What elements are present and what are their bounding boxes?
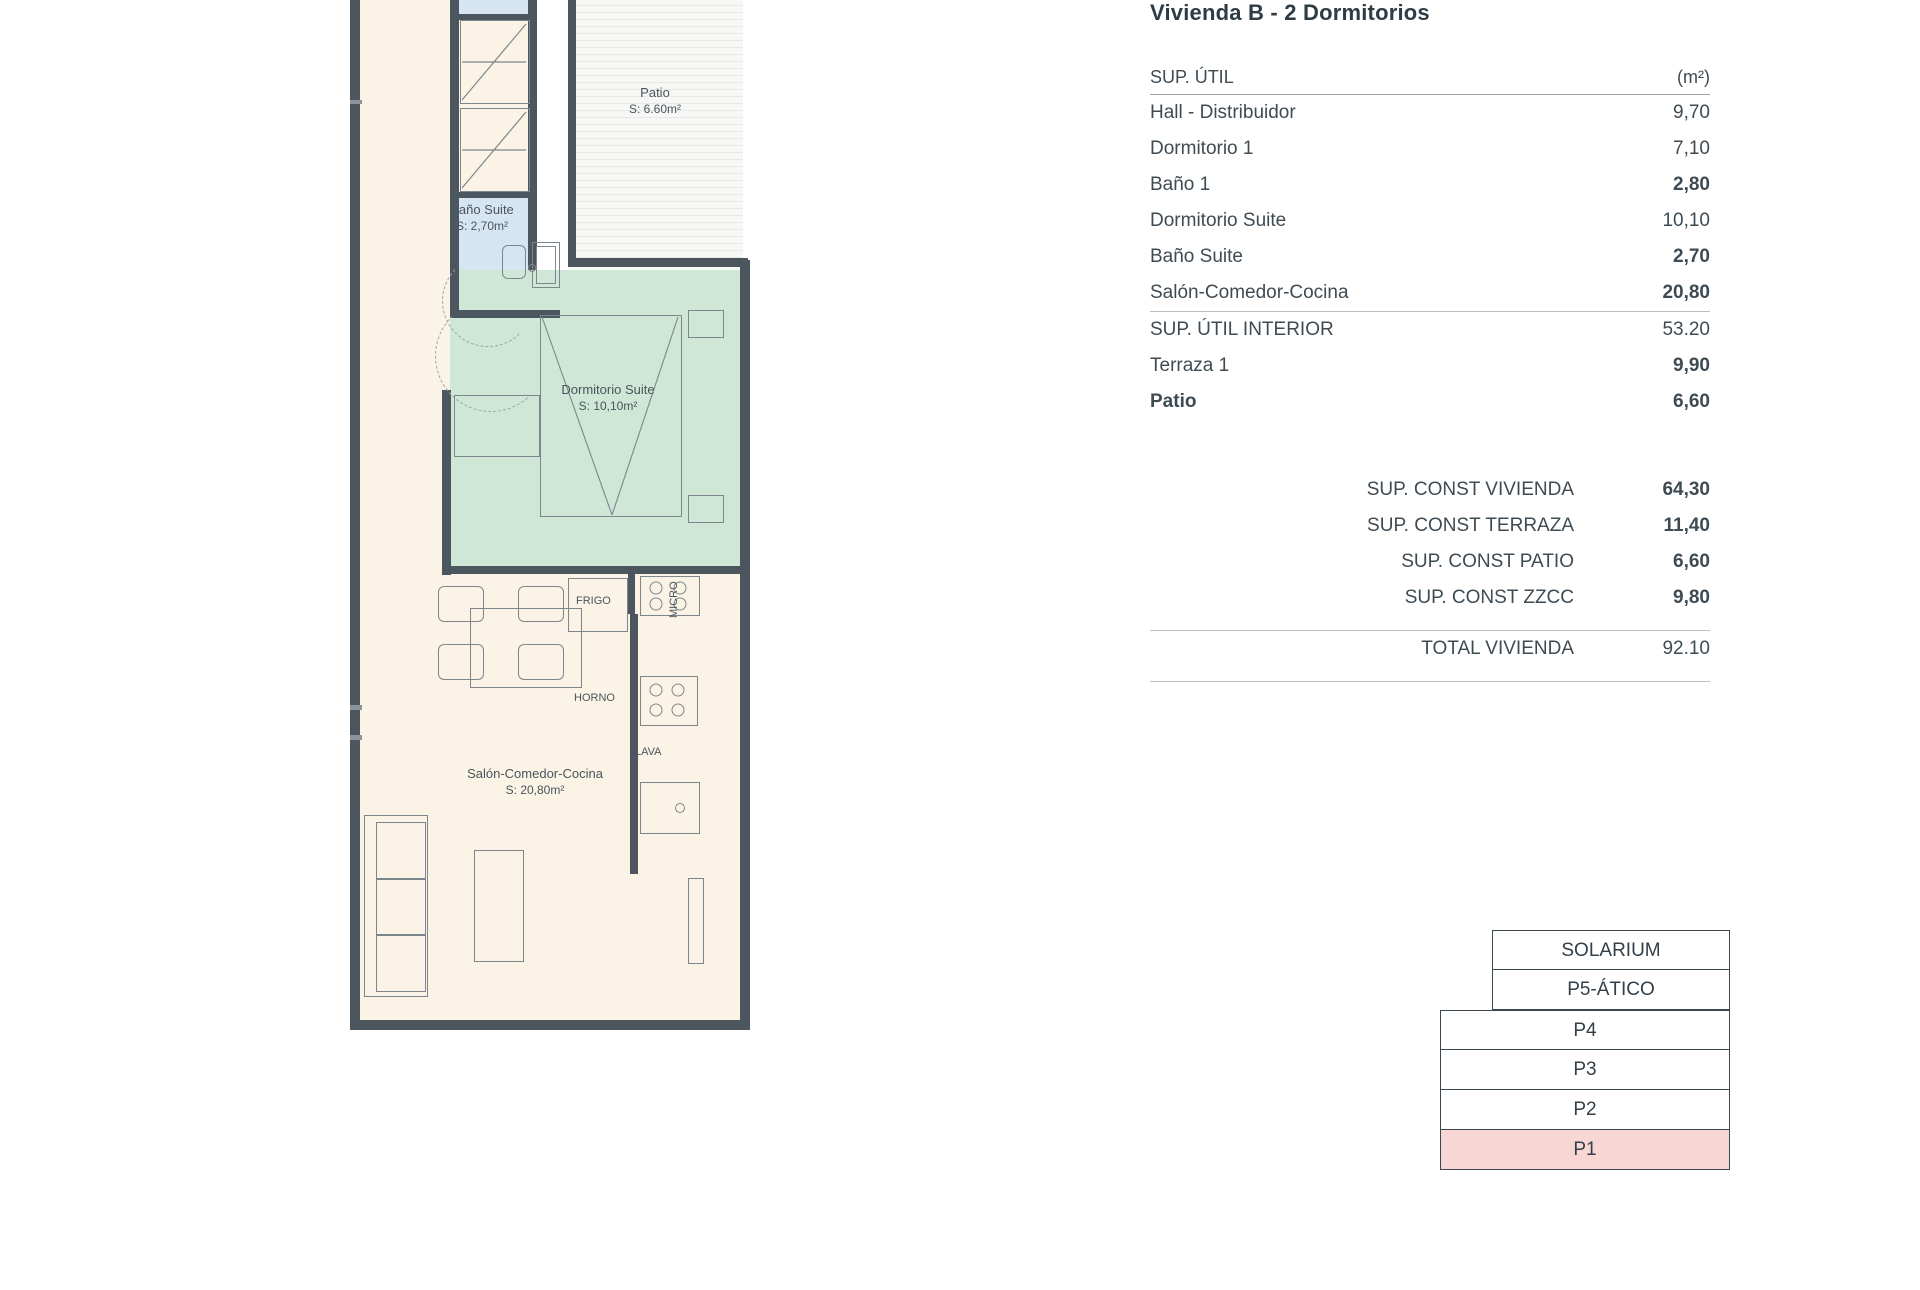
header-sup-util: SUP. ÚTIL (1150, 67, 1234, 87)
row-label: Salón-Comedor-Cocina (1150, 282, 1349, 303)
table-row (1150, 131, 1710, 167)
lava-label: LAVA (635, 746, 662, 758)
wall-right-upper (568, 0, 576, 262)
wall-suite-left (442, 390, 451, 575)
row-value: 10,10 (1662, 210, 1710, 231)
oven-knobs (640, 676, 698, 726)
table-row (1150, 508, 1710, 544)
wall-bottom-outer (350, 1020, 750, 1030)
row-label: SUP. CONST ZZCC (1404, 587, 1574, 608)
table-row (1150, 167, 1710, 203)
row-label: Patio (1150, 391, 1197, 412)
row-value: 53.20 (1662, 319, 1710, 340)
nightstand-right (688, 495, 724, 523)
row-label: TOTAL VIVIENDA (1421, 638, 1574, 659)
kitchen-wall-right (628, 570, 635, 614)
floor-plan (350, 0, 870, 1290)
table-row-interior (1150, 312, 1710, 349)
table-row (1150, 384, 1710, 420)
table-row (1150, 580, 1710, 616)
sup-const-table (1150, 472, 1710, 682)
chair-3 (438, 644, 484, 680)
header-m2: (m²) (1677, 67, 1710, 87)
patio-area (568, 0, 743, 290)
sofa-cushion-3 (376, 934, 426, 992)
closet-2-diagonal (460, 108, 530, 192)
row-value: 9,90 (1673, 355, 1710, 376)
table-row (1150, 544, 1710, 580)
sup-util-table (1150, 60, 1710, 420)
bano-suite-label: Baño Suite S: 2,70m² (450, 202, 514, 233)
row-value: 6,60 (1673, 551, 1710, 572)
row-label: Baño 1 (1150, 174, 1211, 195)
row-label: Dormitorio 1 (1150, 138, 1254, 159)
row-value: 9,80 (1673, 587, 1710, 608)
floor-p1[interactable]: P1 (1440, 1130, 1730, 1170)
counter-tall (688, 878, 704, 964)
row-value: 7,10 (1673, 138, 1710, 159)
table-row (1150, 95, 1710, 132)
table-row (1150, 239, 1710, 275)
wall-left-notch-1 (350, 100, 362, 104)
row-value: 9,70 (1673, 102, 1710, 123)
row-value: 6,60 (1673, 391, 1710, 412)
bano-suite-wc-grid (536, 246, 556, 284)
floor-stack (1440, 930, 1730, 1170)
total-rule-bottom (1150, 667, 1710, 682)
micro-label: MICRO (668, 581, 680, 618)
chair-2 (518, 586, 564, 622)
kitchen-column (630, 614, 638, 874)
floor-p4[interactable]: P4 (1440, 1010, 1730, 1050)
table-row-total (1150, 631, 1710, 668)
wall-bano-suite-top (459, 192, 537, 198)
total-rule-top (1150, 616, 1710, 631)
table-row (1150, 275, 1710, 311)
row-value: 2,80 (1673, 174, 1710, 195)
patio-label: Patio S: 6.60m² (628, 85, 682, 116)
row-label: SUP. ÚTIL INTERIOR (1150, 319, 1334, 340)
frigo-label: FRIGO (576, 595, 611, 607)
row-label: Dormitorio Suite (1150, 210, 1287, 231)
horno-label: HORNO (574, 692, 615, 704)
dormitorio-suite-label: Dormitorio Suite S: 10,10m² (561, 382, 655, 413)
table-row (1150, 203, 1710, 239)
wall-suite-top (568, 258, 748, 267)
salon-upper-left (358, 270, 450, 570)
bano-suite-dot (528, 264, 536, 272)
row-value: 20,80 (1662, 282, 1710, 303)
row-value: 11,40 (1663, 515, 1710, 536)
floor-p5-atico[interactable]: P5-ÁTICO (1492, 970, 1730, 1010)
wall-right-lower (740, 260, 750, 1030)
wall-left-outer (350, 0, 360, 1030)
row-label: SUP. CONST VIVIENDA (1366, 479, 1574, 500)
sofa-cushion-1 (376, 822, 426, 880)
row-label: SUP. CONST TERRAZA (1367, 515, 1574, 536)
chair-1 (438, 586, 484, 622)
floor-p3[interactable]: P3 (1440, 1050, 1730, 1090)
nightstand-left (688, 310, 724, 338)
table-header-row (1150, 60, 1710, 94)
wall-left-notch-2 (350, 705, 362, 710)
floor-p2[interactable]: P2 (1440, 1090, 1730, 1130)
chair-4 (518, 644, 564, 680)
row-label: Baño Suite (1150, 246, 1243, 267)
coffee-table (474, 850, 524, 962)
row-value: 2,70 (1673, 246, 1710, 267)
row-value: 64,30 (1662, 479, 1710, 500)
table-row (1150, 348, 1710, 384)
salon-label: Salón-Comedor-Cocina S: 20,80m² (467, 766, 603, 797)
wall-suite-bottom (442, 566, 742, 574)
row-label: Hall - Distribuidor (1150, 102, 1296, 123)
sofa-cushion-2 (376, 878, 426, 936)
closet-1-diagonal (460, 20, 530, 104)
row-label: SUP. CONST PATIO (1401, 551, 1574, 572)
row-label: Terraza 1 (1150, 355, 1230, 376)
row-value: 92.10 (1662, 638, 1710, 659)
bed-suite-lines (540, 315, 682, 517)
table-row (1150, 472, 1710, 508)
floor-solarium[interactable]: SOLARIUM (1492, 930, 1730, 970)
wall-left-notch-3 (350, 735, 362, 740)
surface-table (1150, 0, 1710, 682)
page-title: Vivienda B - 2 Dormitorios (1150, 0, 1430, 25)
sink-drain (675, 803, 685, 813)
